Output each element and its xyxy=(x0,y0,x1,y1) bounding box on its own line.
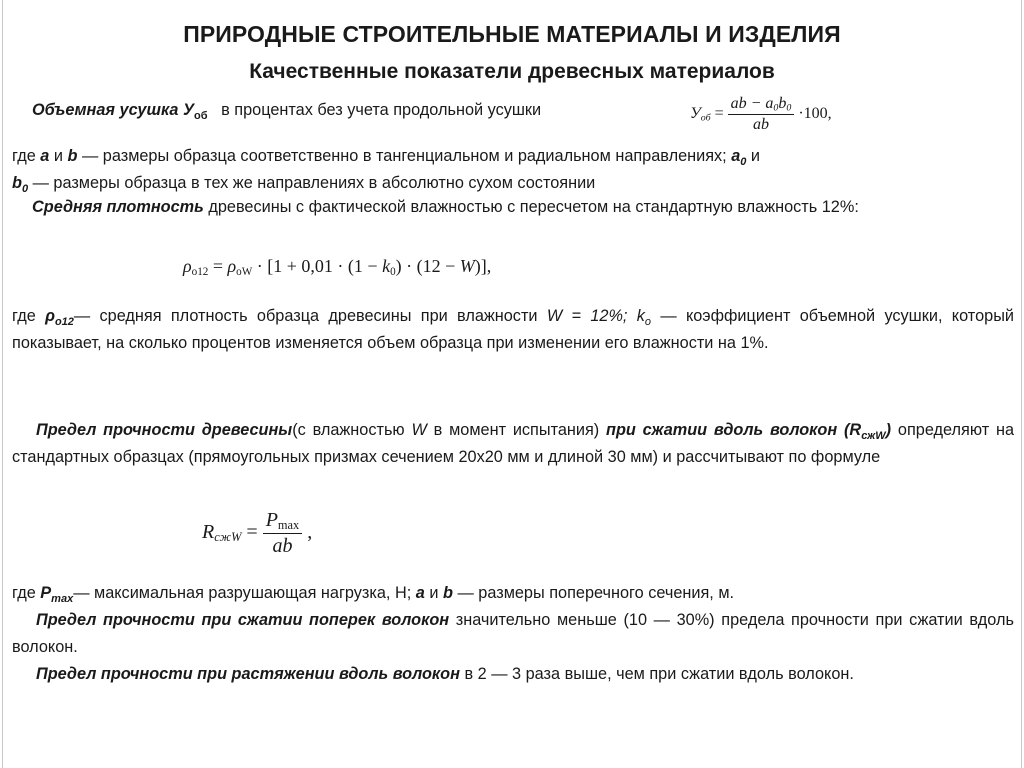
shrinkage-paragraph xyxy=(32,97,672,124)
page-title: ПРИРОДНЫЕ СТРОИТЕЛЬНЫЕ МАТЕРИАЛЫ И ИЗДЕЛИЯ xyxy=(183,21,841,47)
tension-paragraph: Предел прочности при растяжении вдоль волокон в 2 — 3 раза выше, чем при сжатии вдоль волокон. xyxy=(36,665,854,683)
strength-paragraph: Предел прочности древесины(с влажностью W в момент испытания) при сжатии вдоль волокон $(R_{сжW})$ определяют на стандартных образцах (прямоугольных призмах сечением 20х20 мм и длиной 30 мм) и рассчитывают по формуле xyxy=(12,421,1015,466)
page-subtitle: Качественные показатели древесных материалов xyxy=(249,60,775,83)
shrinkage-rest: в процентах без учета продольной усушки xyxy=(221,101,542,119)
density-paragraph xyxy=(12,194,1014,221)
frame-right-border xyxy=(1021,0,1022,768)
formula-tail: ·100, xyxy=(798,105,832,123)
density-rest: древесины с фактической влажностью с пересчетом на стандартную влажность 12%: xyxy=(203,198,859,216)
strength-denominator: ab xyxy=(263,533,303,558)
density-formula: ρo12 = ρoW · [1 + 0,01 · (1 − k0) · (12 − W)], xyxy=(183,256,492,278)
strength-fraction xyxy=(263,509,303,558)
shrinkage-formula: Уоб = $\frac{ab - a0b0}{ab}$ ·100, xyxy=(690,95,832,133)
formula-lhs: У xyxy=(690,105,701,123)
fraction-denominator: ab xyxy=(728,114,795,134)
density-term: Средняя плотность xyxy=(32,198,204,216)
where-paragraph-2: где $\rho_{o12}—$ средняя плотность образца древесины при влажности W = 12%; $k_o$ — коэффициент объемной усушки, который показывает, на сколько процентов изменяется объем образца при изменении его влажности на 1%. xyxy=(12,307,1014,352)
cross-fiber-paragraph: Предел прочности при сжатии поперек волокон значительно меньше (10 — 30%) предела прочности при сжатии вдоль волокон. xyxy=(12,611,1014,656)
formula-lhs-sub: об xyxy=(700,112,711,124)
strength-numerator: Pmax xyxy=(265,509,300,533)
strength-formula: RсжW = $\frac{Pmax}{ab}$ , xyxy=(202,509,313,557)
shrinkage-fraction xyxy=(728,95,795,134)
shrinkage-term: Объемная усушка У xyxy=(32,101,195,119)
where-paragraph-3: где $P_{max}—$ максимальная разрушающая нагрузка, Н; a и b — размеры поперечного сечения, м. xyxy=(12,584,735,605)
where-paragraph-1: где a и b — размеры образца соответственно в тангенциальном и радиальном направлениях; $a_0$ и $b_0$ — размеры образца в тех же направлениях в абсолютно сухом состоянии xyxy=(12,147,761,195)
shrinkage-term-sub: об xyxy=(194,110,208,122)
fraction-numerator: ab − a0b0 xyxy=(730,95,792,114)
frame-left-border xyxy=(2,0,3,768)
